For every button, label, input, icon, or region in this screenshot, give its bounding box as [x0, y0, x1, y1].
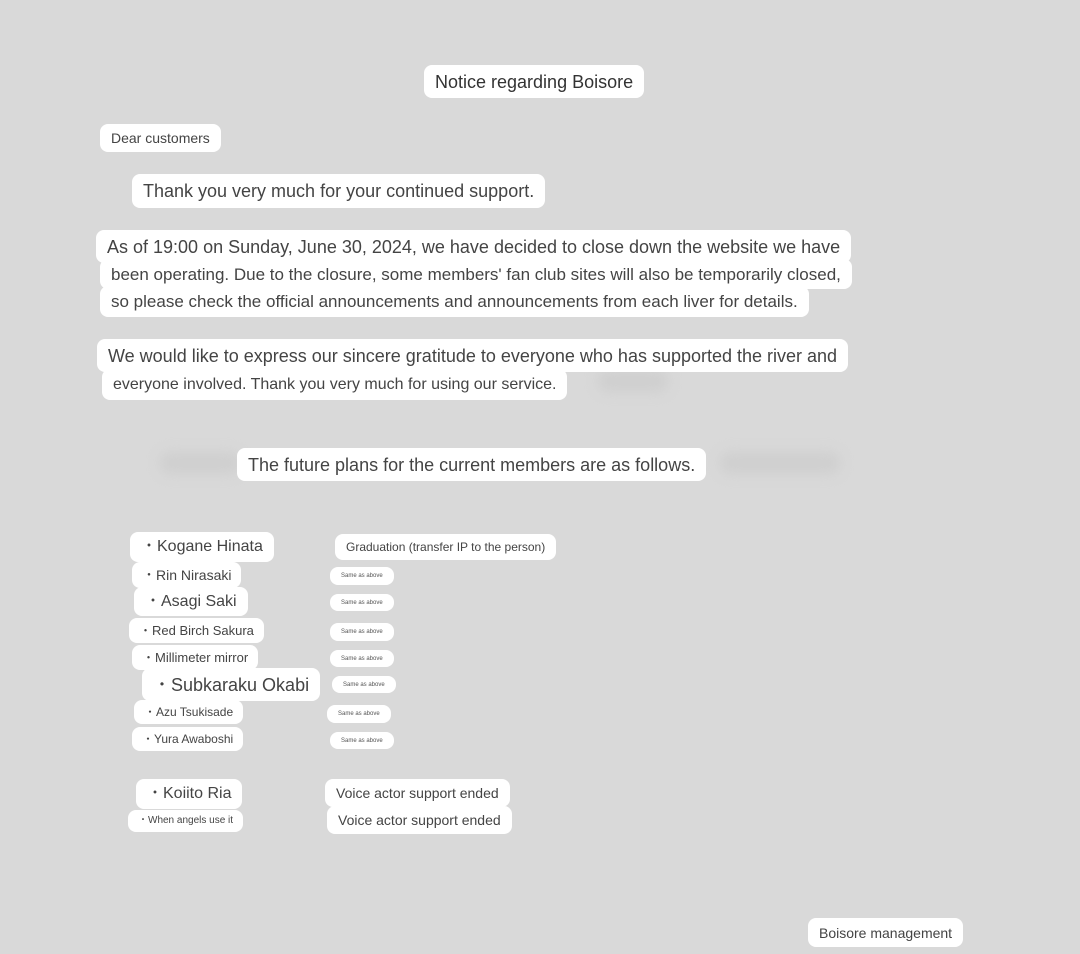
- greeting: Dear customers: [100, 124, 221, 152]
- closure-paragraph-line-1: As of 19:00 on Sunday, June 30, 2024, we have decided to close down the website we have: [96, 230, 851, 263]
- member-plan: Same as above: [330, 650, 394, 667]
- signature: Boisore management: [808, 918, 963, 947]
- member-name: ・Kogane Hinata: [130, 532, 274, 562]
- background-smudge: [160, 452, 240, 474]
- member-name: ・Asagi Saki: [134, 587, 248, 616]
- voice-actor-name: ・Koiito Ria: [136, 779, 242, 809]
- member-plan: Same as above: [330, 732, 394, 749]
- gratitude-paragraph-line-1: We would like to express our sincere gratitude to everyone who has supported the river and: [97, 339, 848, 372]
- member-plan: Same as above: [330, 623, 394, 641]
- background-smudge: [720, 452, 840, 474]
- background-smudge: [598, 370, 668, 392]
- member-plan: Same as above: [330, 594, 394, 611]
- voice-actor-plan: Voice actor support ended: [325, 779, 510, 807]
- member-plan: Graduation (transfer IP to the person): [335, 534, 556, 560]
- member-name: ・Millimeter mirror: [132, 645, 258, 670]
- member-plan: Same as above: [332, 676, 396, 693]
- member-plan: Same as above: [330, 567, 394, 585]
- member-name: ・Azu Tsukisade: [134, 700, 243, 724]
- closure-paragraph-line-2: been operating. Due to the closure, some members' fan club sites will also be temporarily closed,: [100, 259, 852, 289]
- voice-actor-name: ・When angels use it: [128, 810, 243, 832]
- member-name: ・Yura Awaboshi: [132, 727, 243, 751]
- member-name: ・Subkaraku Okabi: [142, 668, 320, 701]
- member-name: ・Rin Nirasaki: [132, 562, 241, 588]
- future-plans-heading: The future plans for the current members are as follows.: [237, 448, 706, 481]
- thanks-line: Thank you very much for your continued support.: [132, 174, 545, 208]
- gratitude-paragraph-line-2: everyone involved. Thank you very much for using our service.: [102, 369, 567, 400]
- member-name: ・Red Birch Sakura: [129, 618, 264, 643]
- member-plan: Same as above: [327, 705, 391, 723]
- notice-title: Notice regarding Boisore: [424, 65, 644, 98]
- closure-paragraph-line-3: so please check the official announcements and announcements from each liver for details.: [100, 286, 809, 317]
- voice-actor-plan: Voice actor support ended: [327, 806, 512, 834]
